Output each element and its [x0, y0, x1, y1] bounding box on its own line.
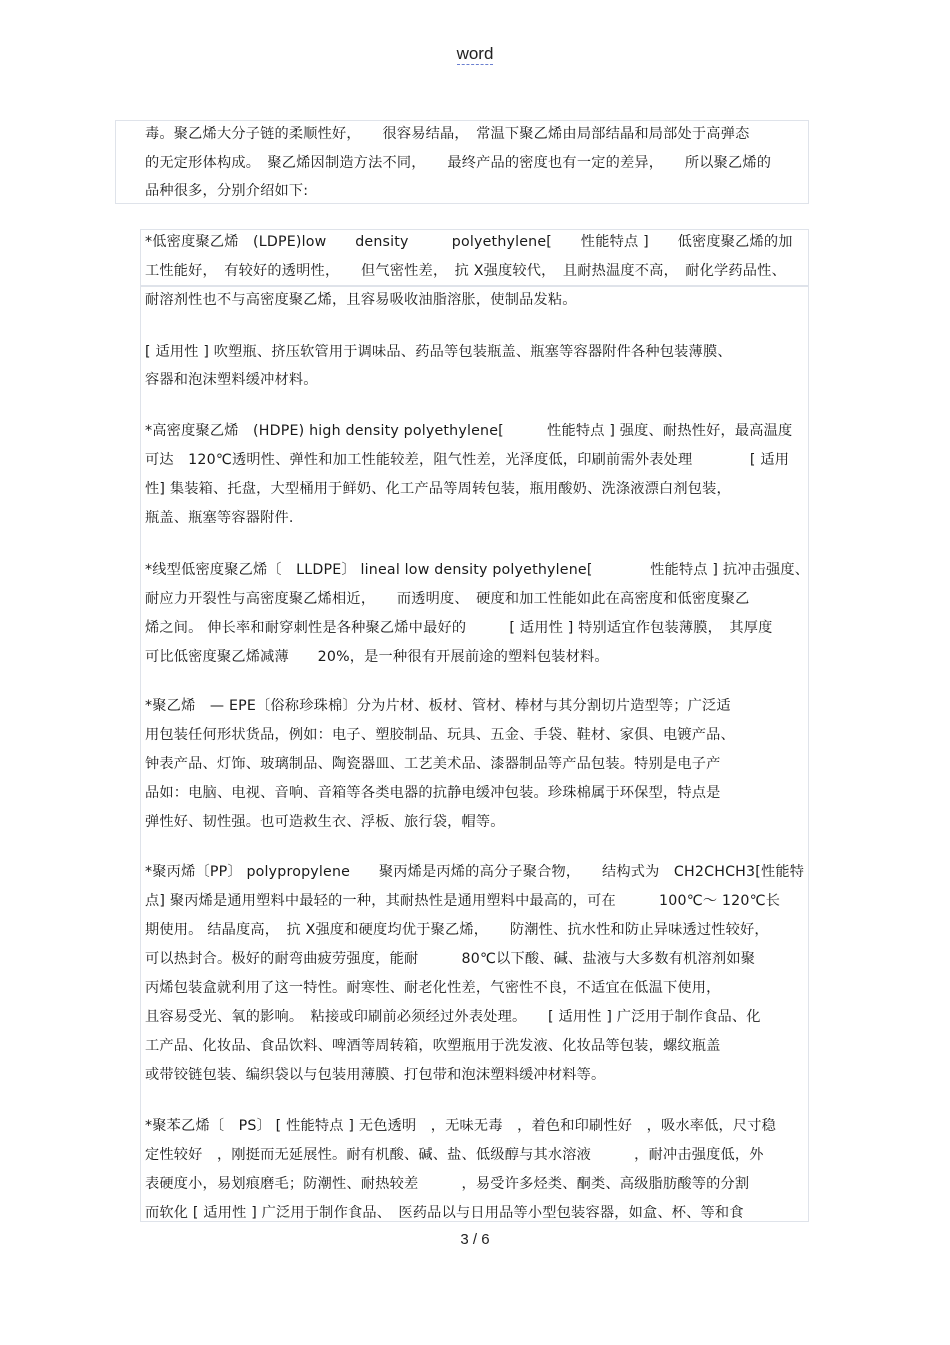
page-header [0, 44, 950, 64]
text-line: 且容易受光、氧的影响。 粘接或印刷前必须经过外表处理。 [ 适用性 ] 广泛用于制作食品、化 [145, 1009, 761, 1025]
text-line: *线型低密度聚乙烯〔 LLDPE〕 lineal low density polyethylene[ 性能特点 ] 抗冲击强度、 [145, 562, 810, 578]
text-line: 定性较好 ，刚挺而无延展性。耐有机酸、碱、盐、低级醇与其水溶液 ，耐冲击强度低，外 [145, 1147, 764, 1163]
text-line: 可达 120℃透明性、弹性和加工性能较差，阻气性差，光泽度低，印刷前需外表处理 [ 适用 [145, 452, 790, 468]
text-line: *低密度聚乙烯 (LDPE)low density polyethylene[ 性能特点 ] 低密度聚乙烯的加 [145, 234, 793, 250]
header-title: word [456, 44, 494, 63]
text-line: 耐应力开裂性与高密度聚乙烯相近， 而透明度、 硬度和加工性能如此在高密度和低密度聚乙 [145, 591, 750, 607]
text-line: 性] 集装箱、托盘，大型桶用于鲜奶、化工产品等周转包装，瓶用酸奶、洗涤液漂白剂包装， [145, 481, 731, 497]
text-line: *聚丙烯〔PP〕 polypropylene 聚丙烯是丙烯的高分子聚合物， 结构式为 CH2CHCH3[性能特 [145, 864, 805, 880]
text-line: *聚苯乙烯〔 PS〕 [ 性能特点 ] 无色透明 ，无味无毒 ，着色和印刷性好 ，吸水率低，尺寸稳 [145, 1118, 777, 1134]
text-line: 工性能好， 有较好的透明性， 但气密性差， 抗 X强度较代， 且耐热温度不高， 耐化学药品性、 [145, 263, 786, 279]
text-line: 期使用。 结晶度高， 抗 X强度和硬度均优于聚乙烯， 防潮性、抗水性和防止异味透过性较好， [145, 922, 769, 938]
text-line: 可比低密度聚乙烯减薄 20%，是一种很有开展前途的塑料包装材料。 [145, 649, 609, 665]
text-line: [ 适用性 ] 吹塑瓶、挤压软管用于调味品、药品等包装瓶盖、瓶塞等容器附件各种包装薄膜、 [145, 344, 732, 360]
text-line: 点] 聚丙烯是通用塑料中最轻的一种，其耐热性是通用塑料中最高的，可在 100℃～ 120℃长 [145, 893, 781, 909]
text-line: 而软化 [ 适用性 ] 广泛用于制作食品、 医药品以与日用品等小型包装容器，如盒、杯、等和食 [145, 1205, 744, 1221]
text-line: 瓶盖、瓶塞等容器附件. [145, 510, 294, 526]
text-line: *聚乙烯 — EPE〔俗称珍珠棉〕分为片材、板材、管材、棒材与其分割切片造型等；广泛适 [145, 698, 731, 714]
text-line: 或带铰链包装、编织袋以与包装用薄膜、打包带和泡沫塑料缓冲材料等。 [145, 1067, 606, 1083]
text-line: 容器和泡沫塑料缓冲材料。 [145, 372, 318, 388]
text-line: 弹性好、韧性强。也可造救生衣、浮板、旅行袋，帽等。 [145, 814, 505, 830]
text-line: 可以热封合。极好的耐弯曲疲劳强度，能耐 80℃以下酸、碱、盐液与大多数有机溶剂如聚 [145, 951, 756, 967]
text-line: *高密度聚乙烯 (HDPE) high density polyethylene[ 性能特点 ] 强度、耐热性好，最高温度 [145, 423, 793, 439]
text-line: 用包装任何形状货品，例如：电子、塑胶制品、玩具、五金、手袋、鞋材、家俱、电镀产品、 [145, 727, 735, 743]
text-line: 品种很多，分别介绍如下: [145, 183, 309, 199]
text-line: 品如：电脑、电视、音响、音箱等各类电器的抗静电缓冲包装。珍珠棉属于环保型，特点是 [145, 785, 721, 801]
text-line: 烯之间。 伸长率和耐穿刺性是各种聚乙烯中最好的 [ 适用性 ] 特别适宜作包装薄膜， 其厚度 [145, 620, 773, 636]
text-line: 丙烯包装盒就利用了这一特性。耐寒性、耐老化性差，气密性不良，不适宜在低温下使用， [145, 980, 721, 996]
text-line: 表硬度小，易划痕磨毛；防潮性、耐热较差 ，易受许多烃类、酮类、高级脂肪酸等的分割 [145, 1176, 750, 1192]
page-number: 3 / 6 [460, 1231, 490, 1248]
text-line: 耐溶剂性也不与高密度聚乙烯，且容易吸收油脂溶胀，使制品发粘。 [145, 292, 577, 308]
text-line: 的无定形体构成。 聚乙烯因制造方法不同， 最终产品的密度也有一定的差异， 所以聚乙烯的 [145, 155, 772, 171]
text-line: 工产品、化妆品、食品饮料、啤酒等周转箱，吹塑瓶用于洗发液、化妆品等包装，螺纹瓶盖 [145, 1038, 721, 1054]
text-line: 毒。聚乙烯大分子链的柔顺性好， 很容易结晶， 常温下聚乙烯由局部结晶和局部处于高弹态 [145, 126, 750, 142]
text-line: 钟表产品、灯饰、玻璃制品、陶瓷器皿、工艺美术品、漆器制品等产品包装。特别是电子产 [145, 756, 721, 772]
